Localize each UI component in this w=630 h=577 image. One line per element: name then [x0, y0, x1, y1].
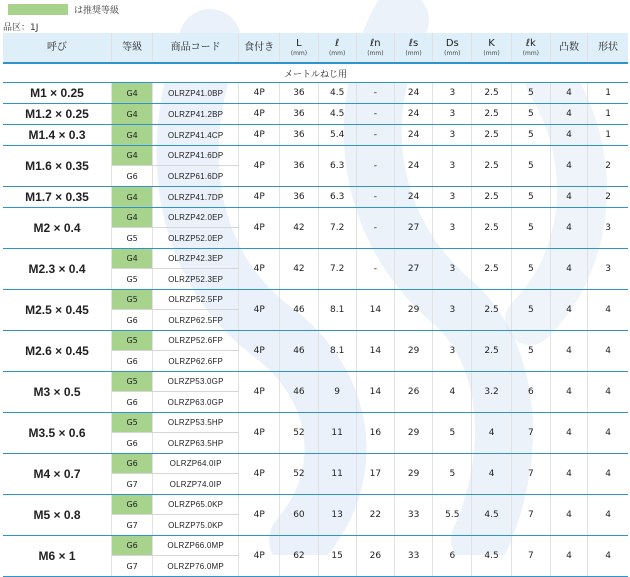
- spec-flutes: 4: [550, 331, 587, 372]
- spec-l: 7.2: [318, 208, 356, 249]
- spec-L: 46: [280, 372, 318, 413]
- spec-shape: 1: [588, 125, 628, 146]
- section-label: メートルねじ用: [3, 63, 628, 83]
- spec-ln: 14: [356, 331, 394, 372]
- spec-flutes: 4: [550, 208, 587, 249]
- spec-shape: 3: [588, 249, 628, 290]
- spec-chamfer: 4P: [239, 495, 280, 536]
- spec-Ds: 4: [433, 372, 472, 413]
- spec-chamfer: 4P: [239, 208, 280, 249]
- tap-spec-table: [3, 33, 628, 577]
- spec-K: 4.5: [472, 495, 511, 536]
- table-row: [3, 83, 628, 104]
- spec-Ds: 3: [433, 208, 472, 249]
- header-label: Ds: [445, 38, 459, 49]
- spec-Ds: 3: [433, 290, 472, 331]
- spec-shape: 4: [588, 290, 628, 331]
- product-code: OLRZP63.5HP: [153, 433, 239, 454]
- product-code: OLRZP41.0BP: [153, 83, 239, 104]
- header-shape: [588, 33, 628, 63]
- product-code: OLRZP41.4CP: [153, 125, 239, 146]
- product-code: OLRZP74.0IP: [153, 474, 239, 495]
- header-nominal: [3, 33, 111, 63]
- spec-chamfer: 4P: [239, 83, 280, 104]
- spec-ls: 27: [394, 208, 432, 249]
- header-unit: (mm): [290, 50, 308, 57]
- table-row: [3, 495, 628, 515]
- grade-cell: G6: [111, 310, 152, 331]
- spec-ln: -: [356, 83, 394, 104]
- spec-flutes: 4: [550, 83, 587, 104]
- table-row: [3, 536, 628, 556]
- header-unit: (mm): [483, 50, 500, 57]
- header-unit: (mm): [367, 50, 384, 57]
- spec-l: 6.3: [318, 187, 356, 208]
- spec-flutes: 4: [550, 495, 587, 536]
- header-product-code: [153, 33, 239, 63]
- spec-K: 3.2: [472, 372, 511, 413]
- spec-ls: 29: [394, 290, 432, 331]
- nominal-size: M1.6 × 0.35: [3, 146, 111, 187]
- spec-ln: 14: [356, 290, 394, 331]
- header-label: 凸数: [559, 41, 580, 53]
- spec-L: 42: [280, 208, 318, 249]
- spec-Ds: 3: [433, 104, 472, 125]
- product-code: OLRZP52.5FP: [153, 290, 239, 310]
- product-code: OLRZP41.2BP: [153, 104, 239, 125]
- header-square-k: [472, 33, 511, 63]
- product-code: OLRZP75.0KP: [153, 515, 239, 536]
- spec-l: 4.5: [318, 104, 356, 125]
- spec-chamfer: 4P: [239, 372, 280, 413]
- spec-ln: 26: [356, 536, 394, 577]
- spec-K: 2.5: [472, 290, 511, 331]
- grade-cell: G4: [111, 187, 152, 208]
- spec-ls: 24: [394, 146, 432, 187]
- spec-chamfer: 4P: [239, 104, 280, 125]
- spec-flutes: 4: [550, 249, 587, 290]
- grade-cell: G5: [111, 290, 152, 310]
- nominal-size: M4 × 0.7: [3, 454, 111, 495]
- spec-shape: 3: [588, 208, 628, 249]
- header-label: 形状: [598, 41, 619, 53]
- product-zone-label: 品区：1J: [3, 23, 39, 33]
- header-label: K: [488, 38, 495, 49]
- product-code: OLRZP41.6DP: [153, 146, 239, 166]
- spec-L: 36: [280, 104, 318, 125]
- spec-K: 4: [472, 454, 511, 495]
- spec-l: 13: [318, 495, 356, 536]
- spec-ln: -: [356, 125, 394, 146]
- table-header-row: [3, 33, 628, 63]
- spec-L: 46: [280, 331, 318, 372]
- header-square-length: [511, 33, 550, 63]
- header-label: ℓ: [335, 38, 340, 49]
- spec-flutes: 4: [550, 146, 587, 187]
- header-label: L: [296, 38, 302, 49]
- spec-shape: 2: [588, 146, 628, 187]
- table-row: [3, 249, 628, 269]
- spec-ls: 24: [394, 125, 432, 146]
- spec-flutes: 4: [550, 125, 587, 146]
- spec-ln: 17: [356, 454, 394, 495]
- nominal-size: M1.2 × 0.25: [3, 104, 111, 125]
- product-code: OLRZP52.6FP: [153, 331, 239, 351]
- nominal-size: M3 × 0.5: [3, 372, 111, 413]
- grade-cell: G7: [111, 515, 152, 536]
- spec-lk: 5: [511, 146, 550, 187]
- grade-cell: G5: [111, 269, 152, 290]
- table-row: [3, 372, 628, 392]
- header-label: 等級: [122, 41, 143, 53]
- spec-lk: 5: [511, 125, 550, 146]
- grade-cell: G6: [111, 536, 152, 556]
- spec-lk: 7: [511, 454, 550, 495]
- spec-lk: 5: [511, 83, 550, 104]
- spec-K: 2.5: [472, 83, 511, 104]
- spec-lk: 5: [511, 290, 550, 331]
- nominal-size: M2 × 0.4: [3, 208, 111, 249]
- spec-chamfer: 4P: [239, 187, 280, 208]
- spec-l: 9: [318, 372, 356, 413]
- product-code: OLRZP42.0EP: [153, 208, 239, 228]
- spec-K: 4.5: [472, 536, 511, 577]
- spec-Ds: 3: [433, 125, 472, 146]
- spec-flutes: 4: [550, 187, 587, 208]
- spec-l: 6.3: [318, 146, 356, 187]
- spec-shape: 4: [588, 331, 628, 372]
- product-code: OLRZP64.0IP: [153, 454, 239, 474]
- spec-lk: 7: [511, 413, 550, 454]
- grade-cell: G4: [111, 83, 152, 104]
- spec-lk: 6: [511, 372, 550, 413]
- spec-l: 4.5: [318, 83, 356, 104]
- spec-l: 8.1: [318, 290, 356, 331]
- spec-K: 2.5: [472, 125, 511, 146]
- product-code: OLRZP62.6FP: [153, 351, 239, 372]
- spec-Ds: 3: [433, 249, 472, 290]
- header-length-l: [280, 33, 318, 63]
- spec-L: 52: [280, 413, 318, 454]
- table-row: [3, 413, 628, 433]
- spec-shape: 4: [588, 536, 628, 577]
- spec-ls: 29: [394, 331, 432, 372]
- spec-Ds: 6: [433, 536, 472, 577]
- spec-Ds: 3: [433, 331, 472, 372]
- product-code: OLRZP61.6DP: [153, 166, 239, 187]
- header-label: 商品コード: [170, 41, 221, 53]
- header-thread-length: [318, 33, 356, 63]
- product-code: OLRZP53.5HP: [153, 413, 239, 433]
- recommended-grade-legend: [8, 3, 119, 16]
- spec-flutes: 4: [550, 372, 587, 413]
- spec-lk: 5: [511, 208, 550, 249]
- spec-lk: 5: [511, 104, 550, 125]
- grade-cell: G5: [111, 372, 152, 392]
- spec-K: 2.5: [472, 208, 511, 249]
- product-code: OLRZP62.5FP: [153, 310, 239, 331]
- grade-cell: G6: [111, 433, 152, 454]
- table-row: [3, 187, 628, 208]
- spec-K: 2.5: [472, 146, 511, 187]
- spec-L: 36: [280, 187, 318, 208]
- spec-Ds: 5.5: [433, 495, 472, 536]
- header-unit: (mm): [405, 50, 422, 57]
- spec-lk: 5: [511, 331, 550, 372]
- product-code: OLRZP65.0KP: [153, 495, 239, 515]
- spec-lk: 7: [511, 536, 550, 577]
- spec-Ds: 3: [433, 187, 472, 208]
- header-label: 食付き: [244, 41, 275, 53]
- spec-ls: 29: [394, 454, 432, 495]
- spec-ln: 14: [356, 372, 394, 413]
- spec-ln: -: [356, 104, 394, 125]
- spec-lk: 5: [511, 187, 550, 208]
- nominal-size: M3.5 × 0.6: [3, 413, 111, 454]
- spec-l: 11: [318, 413, 356, 454]
- spec-chamfer: 4P: [239, 331, 280, 372]
- spec-L: 36: [280, 146, 318, 187]
- spec-chamfer: 4P: [239, 290, 280, 331]
- spec-chamfer: 4P: [239, 125, 280, 146]
- nominal-size: M2.5 × 0.45: [3, 290, 111, 331]
- spec-l: 7.2: [318, 249, 356, 290]
- grade-cell: G6: [111, 166, 152, 187]
- spec-l: 11: [318, 454, 356, 495]
- spec-flutes: 4: [550, 413, 587, 454]
- nominal-size: M6 × 1: [3, 536, 111, 577]
- spec-L: 52: [280, 454, 318, 495]
- grade-cell: G7: [111, 556, 152, 577]
- spec-L: 46: [280, 290, 318, 331]
- grade-cell: G5: [111, 228, 152, 249]
- spec-ls: 24: [394, 83, 432, 104]
- nominal-size: M1.4 × 0.3: [3, 125, 111, 146]
- nominal-size: M5 × 0.8: [3, 495, 111, 536]
- spec-K: 2.5: [472, 331, 511, 372]
- spec-Ds: 3: [433, 146, 472, 187]
- spec-flutes: 4: [550, 536, 587, 577]
- grade-cell: G4: [111, 125, 152, 146]
- header-neck-length: [356, 33, 394, 63]
- nominal-size: M2.6 × 0.45: [3, 331, 111, 372]
- header-grade: [111, 33, 152, 63]
- spec-shape: 4: [588, 454, 628, 495]
- spec-ln: -: [356, 146, 394, 187]
- grade-cell: G4: [111, 104, 152, 125]
- spec-shape: 2: [588, 187, 628, 208]
- spec-L: 36: [280, 83, 318, 104]
- spec-L: 36: [280, 125, 318, 146]
- header-label: 呼び: [46, 41, 67, 53]
- product-code: OLRZP41.7DP: [153, 187, 239, 208]
- spec-K: 4: [472, 413, 511, 454]
- spec-ls: 24: [394, 104, 432, 125]
- spec-shape: 4: [588, 413, 628, 454]
- spec-lk: 7: [511, 495, 550, 536]
- grade-cell: G4: [111, 146, 152, 166]
- recommended-color-swatch: [8, 4, 68, 15]
- spec-L: 60: [280, 495, 318, 536]
- table-row: [3, 104, 628, 125]
- spec-flutes: 4: [550, 454, 587, 495]
- spec-chamfer: 4P: [239, 146, 280, 187]
- grade-cell: G6: [111, 351, 152, 372]
- spec-ls: 24: [394, 187, 432, 208]
- product-code: OLRZP76.0MP: [153, 556, 239, 577]
- table-row: [3, 331, 628, 351]
- header-unit: (mm): [522, 50, 540, 57]
- spec-shape: 4: [588, 495, 628, 536]
- spec-ls: 33: [394, 495, 432, 536]
- header-unit: (mm): [444, 50, 461, 57]
- spec-shape: 1: [588, 83, 628, 104]
- table-row: [3, 146, 628, 166]
- spec-lk: 5: [511, 249, 550, 290]
- table-row: [3, 125, 628, 146]
- spec-flutes: 4: [550, 290, 587, 331]
- spec-ln: 22: [356, 495, 394, 536]
- spec-ln: -: [356, 249, 394, 290]
- spec-ln: -: [356, 208, 394, 249]
- grade-cell: G5: [111, 413, 152, 433]
- header-label: ℓk: [525, 38, 536, 49]
- spec-chamfer: 4P: [239, 249, 280, 290]
- header-label: ℓs: [408, 38, 419, 49]
- spec-ls: 33: [394, 536, 432, 577]
- grade-cell: G7: [111, 474, 152, 495]
- grade-cell: G6: [111, 495, 152, 515]
- header-chamfer: [239, 33, 280, 63]
- product-code: OLRZP66.0MP: [153, 536, 239, 556]
- nominal-size: M1 × 0.25: [3, 83, 111, 104]
- section-row: [3, 63, 628, 83]
- nominal-size: M1.7 × 0.35: [3, 187, 111, 208]
- nominal-size: M2.3 × 0.4: [3, 249, 111, 290]
- spec-L: 62: [280, 536, 318, 577]
- spec-chamfer: 4P: [239, 536, 280, 577]
- spec-K: 2.5: [472, 187, 511, 208]
- table-row: [3, 290, 628, 310]
- spec-K: 2.5: [472, 104, 511, 125]
- product-code: OLRZP63.0GP: [153, 392, 239, 413]
- spec-ln: 16: [356, 413, 394, 454]
- spec-shape: 1: [588, 104, 628, 125]
- product-code: OLRZP52.3EP: [153, 269, 239, 290]
- spec-l: 8.1: [318, 331, 356, 372]
- spec-L: 42: [280, 249, 318, 290]
- spec-ls: 26: [394, 372, 432, 413]
- spec-Ds: 5: [433, 454, 472, 495]
- spec-K: 2.5: [472, 249, 511, 290]
- header-unit: (mm): [328, 50, 346, 57]
- spec-l: 5.4: [318, 125, 356, 146]
- spec-flutes: 4: [550, 104, 587, 125]
- spec-l: 15: [318, 536, 356, 577]
- spec-Ds: 3: [433, 83, 472, 104]
- spec-ln: -: [356, 187, 394, 208]
- header-shank-length: [394, 33, 432, 63]
- product-code: OLRZP42.3EP: [153, 249, 239, 269]
- product-code: OLRZP52.0EP: [153, 228, 239, 249]
- grade-cell: G4: [111, 208, 152, 228]
- grade-cell: G6: [111, 392, 152, 413]
- table-row: [3, 208, 628, 228]
- spec-ls: 29: [394, 413, 432, 454]
- grade-cell: G5: [111, 331, 152, 351]
- grade-cell: G4: [111, 249, 152, 269]
- header-flute-count: [550, 33, 587, 63]
- spec-shape: 4: [588, 372, 628, 413]
- spec-chamfer: 4P: [239, 413, 280, 454]
- spec-Ds: 5: [433, 413, 472, 454]
- header-label: ℓn: [370, 38, 381, 49]
- table-row: [3, 454, 628, 474]
- header-shank-diameter: [433, 33, 472, 63]
- product-code: OLRZP53.0GP: [153, 372, 239, 392]
- legend-text: は推奨等級: [74, 6, 120, 16]
- grade-cell: G6: [111, 454, 152, 474]
- spec-ls: 27: [394, 249, 432, 290]
- spec-chamfer: 4P: [239, 454, 280, 495]
